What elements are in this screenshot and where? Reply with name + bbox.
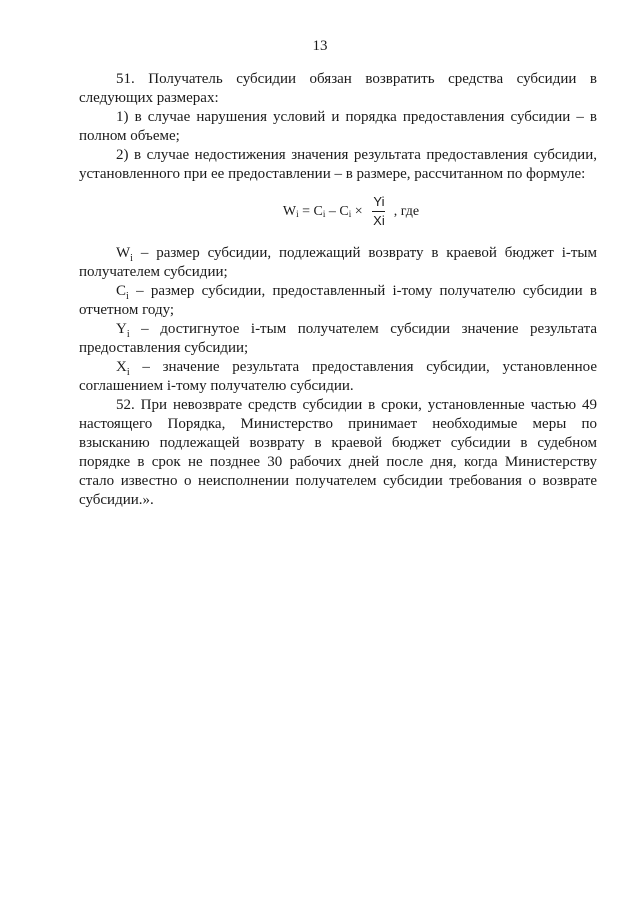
refund-formula xyxy=(79,193,597,230)
paragraph-51-item-2: 2) в случае недостижения значения результата предоставления субсидии, установленного при ее предоставлении – в размере, рассчитанном по формуле: xyxy=(79,147,597,182)
paragraph-51-item-1: 1) в случае нарушения условий и порядка предоставления субсидии – в полном объеме; xyxy=(79,109,597,144)
formula-fraction xyxy=(372,193,386,230)
paragraph-52: 52. При невозврате средств субсидии в сроки, установленные частью 49 настоящего Порядка, Министерство принимает необходимые меры по взысканию подлежащей возврату в краевой бюджет субсидии в судебном порядке в срок не позднее 30 рабочих дней после дня, когда Министерству стало известно о неисполнении получателем субсидии требования о возврате субсидии.». xyxy=(79,397,597,508)
formula-c1: $C_i$ xyxy=(313,204,326,219)
formula-w: $W_i$ xyxy=(282,204,299,219)
formula-equals: = xyxy=(298,204,314,219)
formula-times: × xyxy=(351,204,367,219)
page-number: 13 xyxy=(312,38,328,54)
definition-w: $W_i$ – размер субсидии, подлежащий возврату в краевой бюджет i-тым получателем субсидии; xyxy=(79,245,597,280)
formula-suffix: , где xyxy=(393,204,420,219)
fraction-denominator: Xi xyxy=(373,213,385,228)
document-body xyxy=(79,70,597,510)
definition-x: $X_i$ – значение результата предоставления субсидии, установленное соглашением i-тому получателю субсидии. xyxy=(79,359,597,394)
formula-minus: – xyxy=(325,204,340,219)
paragraph-51: 51. Получатель субсидии обязан возвратить средства субсидии в следующих размерах: xyxy=(79,71,597,106)
definition-c: $C_i$ – размер субсидии, предоставленный i-тому получателю субсидии в отчетном году; xyxy=(79,283,597,318)
definition-y: $Y_i$ – достигнутое i-тым получателем субсидии значение результата предоставления субсидии; xyxy=(79,321,597,356)
formula-c2: $C_i$ xyxy=(339,204,352,219)
fraction-numerator: Yi xyxy=(372,193,385,212)
